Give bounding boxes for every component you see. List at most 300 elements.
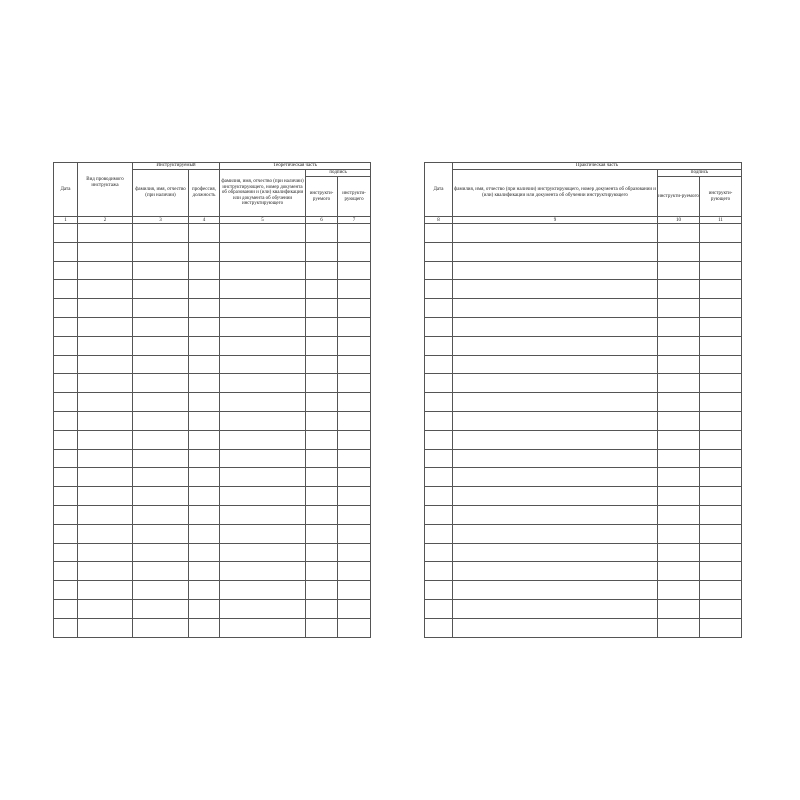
column-number: 2 (78, 217, 133, 224)
entry-cell[interactable] (220, 449, 306, 468)
entry-cell[interactable] (453, 336, 658, 355)
entry-cell[interactable] (78, 543, 133, 562)
entry-cell[interactable] (306, 468, 338, 487)
entry-cell[interactable] (54, 411, 78, 430)
table-row (54, 543, 371, 562)
entry-cell[interactable] (700, 280, 742, 299)
entry-cell[interactable] (133, 543, 189, 562)
entry-cell[interactable] (338, 299, 371, 318)
entry-cell[interactable] (453, 317, 658, 336)
column-number: 11 (700, 217, 742, 224)
table-row (425, 468, 742, 487)
table-row (425, 449, 742, 468)
entry-cell[interactable] (700, 430, 742, 449)
entry-cell[interactable] (133, 487, 189, 506)
entry-cell[interactable] (453, 430, 658, 449)
entry-cell[interactable] (306, 543, 338, 562)
entry-cell[interactable] (133, 336, 189, 355)
column-number: 1 (54, 217, 78, 224)
entry-cell[interactable] (78, 224, 133, 243)
entry-cell[interactable] (54, 618, 78, 637)
entry-cell[interactable] (78, 411, 133, 430)
entry-cell[interactable] (133, 430, 189, 449)
entry-cell[interactable] (78, 261, 133, 280)
table-row (425, 524, 742, 543)
entry-cell[interactable] (338, 505, 371, 524)
entry-cell[interactable] (425, 562, 453, 581)
entry-cell[interactable] (78, 336, 133, 355)
entry-cell[interactable] (700, 599, 742, 618)
entry-cell[interactable] (220, 280, 306, 299)
entry-cell[interactable] (189, 242, 220, 261)
entry-cell[interactable] (425, 430, 453, 449)
entry-cell[interactable] (189, 487, 220, 506)
entry-cell[interactable] (133, 280, 189, 299)
entry-cell[interactable] (658, 449, 700, 468)
entry-cell[interactable] (425, 280, 453, 299)
entry-cell[interactable] (425, 317, 453, 336)
entry-cell[interactable] (54, 224, 78, 243)
entry-cell[interactable] (700, 524, 742, 543)
entry-cell[interactable] (658, 374, 700, 393)
table-row (54, 280, 371, 299)
entry-cell[interactable] (78, 280, 133, 299)
entry-cell[interactable] (54, 393, 78, 412)
entry-cell[interactable] (306, 449, 338, 468)
entry-cell[interactable] (306, 317, 338, 336)
entry-cell[interactable] (658, 299, 700, 318)
entry-cell[interactable] (453, 618, 658, 637)
table-row (425, 618, 742, 637)
header-sign-instructor: инструкти-рующего (700, 177, 742, 217)
entry-cell[interactable] (700, 468, 742, 487)
entry-cell[interactable] (189, 543, 220, 562)
entry-cell[interactable] (220, 355, 306, 374)
entry-cell[interactable] (658, 393, 700, 412)
header-instructed-group: Инструктируемый (133, 163, 220, 170)
entry-cell[interactable] (306, 355, 338, 374)
entry-cell[interactable] (700, 618, 742, 637)
entry-cell[interactable] (306, 393, 338, 412)
table-row (425, 505, 742, 524)
entry-cell[interactable] (189, 524, 220, 543)
entry-cell[interactable] (338, 524, 371, 543)
entry-cell[interactable] (133, 562, 189, 581)
table-row (54, 224, 371, 243)
table-row (425, 599, 742, 618)
entry-cell[interactable] (189, 468, 220, 487)
entry-cell[interactable] (700, 224, 742, 243)
entry-cell[interactable] (220, 261, 306, 280)
entry-cell[interactable] (306, 299, 338, 318)
practice-briefing-table (424, 162, 742, 638)
entry-cell[interactable] (700, 261, 742, 280)
entry-cell[interactable] (453, 599, 658, 618)
column-number: 7 (338, 217, 371, 224)
entry-cell[interactable] (453, 355, 658, 374)
entry-cell[interactable] (133, 317, 189, 336)
entry-cell[interactable] (700, 562, 742, 581)
header-signature-group: подпись (658, 170, 742, 177)
entry-cell[interactable] (425, 487, 453, 506)
entry-cell[interactable] (78, 355, 133, 374)
entry-cell[interactable] (658, 599, 700, 618)
entry-cell[interactable] (338, 374, 371, 393)
header-theory-group: Теоретическая часть (220, 163, 371, 170)
entry-cell[interactable] (425, 355, 453, 374)
entry-cell[interactable] (189, 355, 220, 374)
entry-cell[interactable] (338, 468, 371, 487)
entry-cell[interactable] (453, 487, 658, 506)
entry-cell[interactable] (425, 505, 453, 524)
entry-cell[interactable] (78, 242, 133, 261)
entry-cell[interactable] (453, 374, 658, 393)
entry-cell[interactable] (78, 487, 133, 506)
entry-cell[interactable] (338, 599, 371, 618)
entry-cell[interactable] (700, 299, 742, 318)
entry-cell[interactable] (189, 299, 220, 318)
entry-cell[interactable] (425, 581, 453, 600)
entry-cell[interactable] (220, 543, 306, 562)
entry-cell[interactable] (78, 430, 133, 449)
entry-cell[interactable] (700, 505, 742, 524)
entry-cell[interactable] (306, 336, 338, 355)
table-row (425, 374, 742, 393)
entry-cell[interactable] (54, 505, 78, 524)
table-row (54, 299, 371, 318)
entry-cell[interactable] (189, 599, 220, 618)
entry-cell[interactable] (425, 393, 453, 412)
entry-cell[interactable] (453, 505, 658, 524)
entry-cell[interactable] (658, 411, 700, 430)
header-signature-group: подпись (306, 170, 371, 177)
entry-cell[interactable] (425, 299, 453, 318)
entry-cell[interactable] (133, 224, 189, 243)
entry-cell[interactable] (425, 242, 453, 261)
entry-cell[interactable] (658, 524, 700, 543)
entry-cell[interactable] (700, 543, 742, 562)
entry-cell[interactable] (338, 487, 371, 506)
entry-cell[interactable] (54, 336, 78, 355)
entry-cell[interactable] (658, 562, 700, 581)
table-row (54, 468, 371, 487)
entry-cell[interactable] (700, 336, 742, 355)
entry-cell[interactable] (189, 449, 220, 468)
table-row (425, 280, 742, 299)
theory-briefing-table (53, 162, 371, 638)
column-number: 4 (189, 217, 220, 224)
header-instructor-info: фамилия, имя, отчество (при наличии) инструктирующего, номер документа об образовании и (или) квалификации или документа об обучении инструктирующего (220, 170, 306, 217)
entry-cell[interactable] (133, 261, 189, 280)
entry-cell[interactable] (306, 261, 338, 280)
table-row (54, 618, 371, 637)
entry-cell[interactable] (133, 411, 189, 430)
entry-cell[interactable] (658, 468, 700, 487)
entry-cell[interactable] (700, 411, 742, 430)
entry-cell[interactable] (220, 224, 306, 243)
entry-cell[interactable] (133, 393, 189, 412)
entry-cell[interactable] (189, 261, 220, 280)
entry-cell[interactable] (54, 468, 78, 487)
table-row (425, 430, 742, 449)
entry-cell[interactable] (78, 468, 133, 487)
entry-cell[interactable] (425, 468, 453, 487)
table-row (54, 581, 371, 600)
entry-cell[interactable] (220, 505, 306, 524)
entry-cell[interactable] (54, 280, 78, 299)
entry-cell[interactable] (425, 599, 453, 618)
entry-cell[interactable] (189, 336, 220, 355)
entry-cell[interactable] (658, 224, 700, 243)
column-number: 6 (306, 217, 338, 224)
table-row (425, 581, 742, 600)
entry-cell[interactable] (220, 524, 306, 543)
entry-cell[interactable] (133, 524, 189, 543)
entry-cell[interactable] (338, 393, 371, 412)
entry-cell[interactable] (338, 336, 371, 355)
entry-cell[interactable] (133, 581, 189, 600)
entry-cell[interactable] (453, 411, 658, 430)
entry-cell[interactable] (78, 299, 133, 318)
entry-cell[interactable] (189, 280, 220, 299)
entry-cell[interactable] (220, 336, 306, 355)
table-row (54, 393, 371, 412)
entry-cell[interactable] (78, 505, 133, 524)
entry-cell[interactable] (425, 524, 453, 543)
entry-cell[interactable] (189, 317, 220, 336)
entry-cell[interactable] (220, 317, 306, 336)
entry-cell[interactable] (306, 280, 338, 299)
table-row (54, 355, 371, 374)
entry-cell[interactable] (453, 224, 658, 243)
entry-cell[interactable] (453, 299, 658, 318)
entry-cell[interactable] (133, 355, 189, 374)
left-journal-page (53, 162, 370, 638)
entry-cell[interactable] (338, 224, 371, 243)
table-row (54, 562, 371, 581)
entry-cell[interactable] (220, 599, 306, 618)
entry-cell[interactable] (658, 242, 700, 261)
entry-cell[interactable] (700, 449, 742, 468)
entry-cell[interactable] (453, 280, 658, 299)
entry-cell[interactable] (133, 242, 189, 261)
entry-cell[interactable] (78, 524, 133, 543)
entry-cell[interactable] (425, 618, 453, 637)
entry-cell[interactable] (306, 411, 338, 430)
entry-cell[interactable] (700, 393, 742, 412)
entry-cell[interactable] (658, 543, 700, 562)
entry-cell[interactable] (425, 336, 453, 355)
entry-cell[interactable] (133, 299, 189, 318)
entry-cell[interactable] (658, 261, 700, 280)
entry-cell[interactable] (220, 487, 306, 506)
entry-cell[interactable] (658, 336, 700, 355)
entry-cell[interactable] (133, 374, 189, 393)
entry-cell[interactable] (78, 618, 133, 637)
entry-cell[interactable] (425, 449, 453, 468)
entry-cell[interactable] (658, 618, 700, 637)
table-row (54, 449, 371, 468)
entry-cell[interactable] (338, 261, 371, 280)
entry-cell[interactable] (220, 468, 306, 487)
entry-cell[interactable] (338, 562, 371, 581)
entry-cell[interactable] (453, 562, 658, 581)
table-row (54, 487, 371, 506)
entry-cell[interactable] (54, 487, 78, 506)
header-sign-instructed: инструкти-руемого (306, 177, 338, 217)
entry-cell[interactable] (78, 581, 133, 600)
entry-cell[interactable] (54, 599, 78, 618)
entry-cell[interactable] (220, 618, 306, 637)
entry-cell[interactable] (453, 524, 658, 543)
table-row (425, 355, 742, 374)
entry-cell[interactable] (306, 581, 338, 600)
entry-cell[interactable] (54, 299, 78, 318)
entry-cell[interactable] (453, 449, 658, 468)
table-row (54, 411, 371, 430)
table-row (54, 430, 371, 449)
table-row (54, 261, 371, 280)
entry-cell[interactable] (306, 242, 338, 261)
entry-cell[interactable] (306, 224, 338, 243)
table-row (425, 224, 742, 243)
entry-cell[interactable] (453, 468, 658, 487)
entry-cell[interactable] (338, 430, 371, 449)
entry-cell[interactable] (189, 618, 220, 637)
table-row (54, 242, 371, 261)
entry-cell[interactable] (54, 581, 78, 600)
entry-cell[interactable] (306, 374, 338, 393)
entry-cell[interactable] (658, 487, 700, 506)
entry-cell[interactable] (658, 505, 700, 524)
entry-cell[interactable] (133, 449, 189, 468)
entry-cell[interactable] (133, 599, 189, 618)
entry-cell[interactable] (54, 317, 78, 336)
entry-cell[interactable] (658, 317, 700, 336)
entry-cell[interactable] (338, 355, 371, 374)
entry-cell[interactable] (306, 487, 338, 506)
entry-cell[interactable] (54, 430, 78, 449)
entry-cell[interactable] (658, 280, 700, 299)
header-sign-instructor: инструкти-рующего (338, 177, 371, 217)
table-row (425, 242, 742, 261)
entry-cell[interactable] (338, 280, 371, 299)
entry-cell[interactable] (453, 581, 658, 600)
entry-cell[interactable] (700, 355, 742, 374)
table-row (54, 599, 371, 618)
entry-cell[interactable] (133, 505, 189, 524)
entry-cell[interactable] (189, 374, 220, 393)
entry-cell[interactable] (220, 393, 306, 412)
entry-cell[interactable] (453, 261, 658, 280)
entry-cell[interactable] (306, 599, 338, 618)
entry-cell[interactable] (78, 562, 133, 581)
entry-cell[interactable] (338, 618, 371, 637)
entry-cell[interactable] (658, 430, 700, 449)
entry-cell[interactable] (78, 317, 133, 336)
entry-cell[interactable] (306, 524, 338, 543)
entry-cell[interactable] (425, 374, 453, 393)
table-row (425, 562, 742, 581)
entry-cell[interactable] (658, 581, 700, 600)
entry-cell[interactable] (220, 411, 306, 430)
header-instructed-name: фамилия, имя, отчество (при наличии) (133, 170, 189, 217)
entry-cell[interactable] (306, 505, 338, 524)
entry-cell[interactable] (54, 242, 78, 261)
entry-cell[interactable] (54, 562, 78, 581)
table-row (54, 336, 371, 355)
entry-cell[interactable] (54, 355, 78, 374)
entry-cell[interactable] (338, 242, 371, 261)
table-row (425, 393, 742, 412)
entry-cell[interactable] (78, 374, 133, 393)
column-number: 10 (658, 217, 700, 224)
table-row (425, 543, 742, 562)
entry-cell[interactable] (189, 411, 220, 430)
entry-cell[interactable] (54, 261, 78, 280)
entry-cell[interactable] (189, 393, 220, 412)
entry-cell[interactable] (453, 393, 658, 412)
entry-cell[interactable] (700, 581, 742, 600)
table-row (425, 299, 742, 318)
entry-cell[interactable] (700, 317, 742, 336)
entry-cell[interactable] (54, 374, 78, 393)
entry-cell[interactable] (220, 430, 306, 449)
entry-cell[interactable] (133, 468, 189, 487)
entry-cell[interactable] (700, 487, 742, 506)
entry-cell[interactable] (338, 411, 371, 430)
entry-cell[interactable] (425, 543, 453, 562)
entry-cell[interactable] (189, 581, 220, 600)
entry-cell[interactable] (189, 224, 220, 243)
column-number: 8 (425, 217, 453, 224)
entry-cell[interactable] (338, 317, 371, 336)
entry-cell[interactable] (220, 299, 306, 318)
entry-cell[interactable] (453, 543, 658, 562)
entry-cell[interactable] (700, 374, 742, 393)
entry-cell[interactable] (54, 524, 78, 543)
entry-cell[interactable] (700, 242, 742, 261)
entry-cell[interactable] (78, 393, 133, 412)
entry-cell[interactable] (189, 430, 220, 449)
entry-cell[interactable] (453, 242, 658, 261)
entry-cell[interactable] (306, 430, 338, 449)
entry-cell[interactable] (189, 505, 220, 524)
entry-cell[interactable] (220, 374, 306, 393)
entry-cell[interactable] (425, 261, 453, 280)
entry-cell[interactable] (338, 581, 371, 600)
entry-cell[interactable] (78, 449, 133, 468)
header-instructed-profession: профессия, должность (189, 170, 220, 217)
entry-cell[interactable] (338, 543, 371, 562)
entry-cell[interactable] (425, 224, 453, 243)
entry-cell[interactable] (54, 449, 78, 468)
entry-cell[interactable] (78, 599, 133, 618)
table-row (425, 317, 742, 336)
entry-cell[interactable] (220, 242, 306, 261)
entry-cell[interactable] (54, 543, 78, 562)
entry-cell[interactable] (220, 581, 306, 600)
entry-cell[interactable] (306, 562, 338, 581)
entry-cell[interactable] (220, 562, 306, 581)
entry-cell[interactable] (425, 411, 453, 430)
entry-cell[interactable] (189, 562, 220, 581)
entry-cell[interactable] (658, 355, 700, 374)
entry-cell[interactable] (338, 449, 371, 468)
entry-cell[interactable] (306, 618, 338, 637)
table-row (425, 487, 742, 506)
entry-cell[interactable] (133, 618, 189, 637)
